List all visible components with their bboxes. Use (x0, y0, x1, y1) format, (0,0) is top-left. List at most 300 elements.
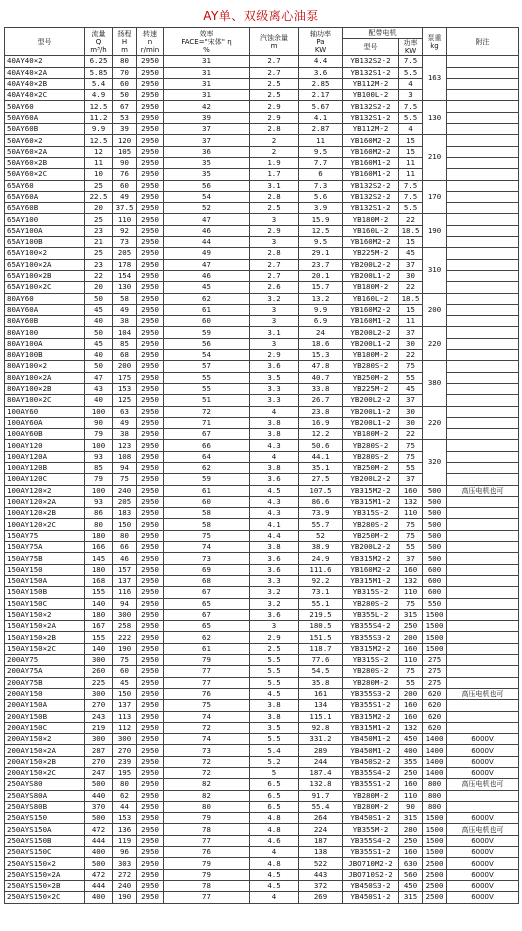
cell-remark (447, 124, 519, 135)
cell-motor-power: 7.5 (399, 191, 423, 202)
cell-flow: 166 (85, 542, 113, 553)
cell-npsh: 3 (250, 338, 299, 349)
cell-model: 80AY60B (5, 316, 85, 327)
cell-flow: 140 (85, 643, 113, 654)
cell-weight: 2500 (423, 892, 447, 903)
cell-speed: 2950 (137, 598, 164, 609)
cell-remark (447, 304, 519, 315)
cell-efficiency: 62 (164, 632, 250, 643)
cell-shaft-power: 44.1 (299, 451, 343, 462)
cell-speed: 2950 (137, 440, 164, 451)
cell-model: 65AY100×2 (5, 248, 85, 259)
cell-motor-power: 132 (399, 722, 423, 733)
table-row (5, 248, 519, 259)
cell-npsh: 3.8 (250, 417, 299, 428)
header-head-unit: m (121, 45, 128, 54)
cell-efficiency: 66 (164, 440, 250, 451)
cell-model: 200AY150×2A (5, 745, 85, 756)
cell-remark: 6000V (447, 892, 519, 903)
cell-remark (447, 801, 519, 812)
cell-npsh: 4.6 (250, 835, 299, 846)
cell-speed: 2950 (137, 485, 164, 496)
cell-remark (447, 101, 519, 112)
cell-efficiency: 61 (164, 304, 250, 315)
table-row (5, 530, 519, 541)
cell-shaft-power: 187.4 (299, 768, 343, 779)
cell-weight: 800 (423, 790, 447, 801)
cell-head: 195 (113, 768, 137, 779)
cell-motor-power: 55 (399, 677, 423, 688)
cell-efficiency: 56 (164, 338, 250, 349)
cell-motor-power: 18.5 (399, 225, 423, 236)
cell-model: 200AY150×2B (5, 756, 85, 767)
cell-speed: 2950 (137, 350, 164, 361)
cell-motor-power: 15 (399, 237, 423, 248)
cell-npsh: 5 (250, 768, 299, 779)
table-row (5, 801, 519, 812)
header-flow-symbol: Q (95, 37, 102, 46)
cell-shaft-power: 77.6 (299, 655, 343, 666)
table-row (5, 327, 519, 338)
cell-remark (447, 214, 519, 225)
cell-motor-model: YB160L-2 (343, 293, 399, 304)
cell-weight: 800 (423, 779, 447, 790)
cell-model: 80AY100×2C (5, 395, 85, 406)
cell-flow: 145 (85, 553, 113, 564)
cell-remark (447, 700, 519, 711)
cell-motor-model: YB315M2-2 (343, 485, 399, 496)
cell-speed: 2950 (137, 316, 164, 327)
cell-motor-model: YB315S-2 (343, 655, 399, 666)
header-eff-unit: % (203, 45, 210, 54)
cell-model: 50AY60 (5, 101, 85, 112)
cell-shaft-power: 132.8 (299, 779, 343, 790)
cell-weight: 1500 (423, 621, 447, 632)
cell-motor-model: YB280M-2 (343, 790, 399, 801)
cell-efficiency: 67 (164, 587, 250, 598)
cell-shaft-power: 16.9 (299, 417, 343, 428)
cell-speed: 2950 (137, 779, 164, 790)
cell-motor-power: 3 (399, 90, 423, 101)
cell-efficiency: 39 (164, 112, 250, 123)
cell-motor-model: YB315M2-2 (343, 711, 399, 722)
cell-motor-model: YB250M-2 (343, 530, 399, 541)
cell-head: 80 (113, 530, 137, 541)
cell-efficiency: 59 (164, 327, 250, 338)
cell-weight: 620 (423, 711, 447, 722)
cell-flow: 50 (85, 361, 113, 372)
cell-flow: 11 (85, 157, 113, 168)
header-shaft-power (299, 28, 343, 56)
cell-weight: 2500 (423, 858, 447, 869)
cell-efficiency: 72 (164, 756, 250, 767)
cell-speed: 2950 (137, 112, 164, 123)
cell-head: 38 (113, 316, 137, 327)
cell-motor-model: YB355L-2 (343, 609, 399, 620)
cell-head: 150 (113, 688, 137, 699)
cell-flow: 25 (85, 214, 113, 225)
cell-head: 60 (113, 180, 137, 191)
cell-npsh: 3.6 (250, 474, 299, 485)
cell-shaft-power: 47.8 (299, 361, 343, 372)
cell-shaft-power: 224 (299, 824, 343, 835)
header-npsh-name: 汽蚀余量 (260, 33, 288, 42)
cell-speed: 2950 (137, 824, 164, 835)
cell-flow: 180 (85, 609, 113, 620)
cell-speed: 2950 (137, 462, 164, 473)
cell-model: 100AY120×2C (5, 519, 85, 530)
cell-head: 39 (113, 124, 137, 135)
cell-speed: 2950 (137, 169, 164, 180)
header-head-symbol: H (121, 37, 128, 46)
table-row (5, 768, 519, 779)
cell-efficiency: 61 (164, 485, 250, 496)
cell-shaft-power: 24 (299, 327, 343, 338)
cell-model: 150AY150×2 (5, 609, 85, 620)
cell-efficiency: 71 (164, 417, 250, 428)
table-row (5, 496, 519, 507)
cell-motor-model: YB450S1-2 (343, 892, 399, 903)
cell-flow: 219 (85, 722, 113, 733)
cell-shaft-power: 27.5 (299, 474, 343, 485)
cell-speed: 2950 (137, 361, 164, 372)
cell-head: 303 (113, 858, 137, 869)
cell-motor-power: 18.5 (399, 293, 423, 304)
cell-flow: 247 (85, 768, 113, 779)
cell-head: 104 (113, 327, 137, 338)
cell-motor-model: YB280S-2 (343, 440, 399, 451)
cell-motor-power: 30 (399, 270, 423, 281)
cell-model: 250AYS150×2C (5, 892, 85, 903)
cell-motor-model: YB450S2-2 (343, 756, 399, 767)
cell-efficiency: 31 (164, 56, 250, 67)
cell-flow: 100 (85, 440, 113, 451)
cell-motor-power: 630 (399, 858, 423, 869)
cell-motor-power: 45 (399, 383, 423, 394)
cell-head: 116 (113, 587, 137, 598)
cell-head: 270 (113, 745, 137, 756)
cell-speed: 2950 (137, 768, 164, 779)
cell-flow: 444 (85, 835, 113, 846)
cell-weight: 1400 (423, 745, 447, 756)
cell-speed: 2950 (137, 869, 164, 880)
cell-shaft-power: 180.5 (299, 621, 343, 632)
cell-motor-power: 160 (399, 485, 423, 496)
cell-speed: 2950 (137, 157, 164, 168)
cell-remark (447, 451, 519, 462)
cell-npsh: 3.1 (250, 180, 299, 191)
table-row (5, 790, 519, 801)
cell-npsh: 2.8 (250, 191, 299, 202)
cell-model: 100AY120B (5, 462, 85, 473)
cell-flow: 50 (85, 327, 113, 338)
cell-weight: 2500 (423, 880, 447, 891)
cell-efficiency: 74 (164, 542, 250, 553)
cell-motor-power: 280 (399, 824, 423, 835)
cell-npsh: 2.7 (250, 270, 299, 281)
cell-weight: 1500 (423, 824, 447, 835)
cell-shaft-power: 26.7 (299, 395, 343, 406)
cell-npsh: 3.8 (250, 462, 299, 473)
cell-npsh: 2.7 (250, 259, 299, 270)
cell-flow: 93 (85, 451, 113, 462)
cell-npsh: 5.5 (250, 734, 299, 745)
cell-shaft-power: 2.87 (299, 124, 343, 135)
cell-motor-model: YB315M2-2 (343, 643, 399, 654)
cell-head: 50 (113, 90, 137, 101)
cell-motor-model: YB200L1-2 (343, 270, 399, 281)
cell-remark (447, 666, 519, 677)
cell-flow: 79 (85, 474, 113, 485)
cell-efficiency: 54 (164, 350, 250, 361)
cell-weight: 220 (423, 327, 447, 361)
cell-weight: 163 (423, 56, 447, 101)
cell-npsh: 3 (250, 214, 299, 225)
cell-remark (447, 553, 519, 564)
cell-motor-model: YB315M2-2 (343, 553, 399, 564)
cell-npsh: 4.3 (250, 508, 299, 519)
cell-motor-power: 22 (399, 350, 423, 361)
cell-model: 50AY60A (5, 112, 85, 123)
cell-flow: 500 (85, 779, 113, 790)
cell-npsh: 3 (250, 304, 299, 315)
cell-motor-model: YB200L2-2 (343, 474, 399, 485)
cell-flow: 287 (85, 745, 113, 756)
cell-head: 110 (113, 214, 137, 225)
cell-remark (447, 632, 519, 643)
table-row (5, 677, 519, 688)
cell-motor-power: 11 (399, 169, 423, 180)
table-row (5, 101, 519, 112)
cell-npsh: 3.6 (250, 553, 299, 564)
cell-weight: 500 (423, 542, 447, 553)
cell-motor-model: YB200L2-2 (343, 395, 399, 406)
cell-motor-model: YB160M1-2 (343, 316, 399, 327)
header-motor-model: 型号 (343, 39, 399, 56)
table-row (5, 711, 519, 722)
cell-motor-model: YB450S1-2 (343, 813, 399, 824)
cell-head: 67 (113, 101, 137, 112)
cell-efficiency: 79 (164, 869, 250, 880)
cell-shaft-power: 6 (299, 169, 343, 180)
cell-weight: 320 (423, 440, 447, 485)
cell-motor-model: YB200L2-2 (343, 259, 399, 270)
cell-flow: 90 (85, 417, 113, 428)
cell-remark (447, 564, 519, 575)
cell-npsh: 3.2 (250, 293, 299, 304)
cell-head: 49 (113, 304, 137, 315)
cell-npsh: 2.8 (250, 248, 299, 259)
cell-speed: 2950 (137, 813, 164, 824)
cell-speed: 2950 (137, 395, 164, 406)
cell-model: 250AYS150×2A (5, 869, 85, 880)
cell-efficiency: 62 (164, 293, 250, 304)
cell-speed: 2950 (137, 304, 164, 315)
cell-model: 150AY75B (5, 553, 85, 564)
cell-shaft-power: 12.2 (299, 429, 343, 440)
cell-head: 112 (113, 722, 137, 733)
cell-efficiency: 31 (164, 78, 250, 89)
cell-efficiency: 47 (164, 259, 250, 270)
cell-motor-power: 200 (399, 688, 423, 699)
cell-shaft-power: 23.8 (299, 406, 343, 417)
cell-remark (447, 790, 519, 801)
cell-motor-power: 7.5 (399, 101, 423, 112)
cell-npsh: 3.3 (250, 383, 299, 394)
cell-model: 65AY60 (5, 180, 85, 191)
cell-shaft-power: 29.1 (299, 248, 343, 259)
cell-model: 65AY60A (5, 191, 85, 202)
cell-model: 250AYS150B (5, 835, 85, 846)
table-row (5, 847, 519, 858)
cell-efficiency: 31 (164, 67, 250, 78)
cell-speed: 2950 (137, 372, 164, 383)
cell-flow: 22.5 (85, 191, 113, 202)
cell-efficiency: 65 (164, 598, 250, 609)
cell-remark (447, 395, 519, 406)
cell-shaft-power: 115.1 (299, 711, 343, 722)
cell-weight: 1500 (423, 847, 447, 858)
cell-speed: 2950 (137, 383, 164, 394)
cell-shaft-power: 33.8 (299, 383, 343, 394)
cell-motor-power: 315 (399, 813, 423, 824)
cell-speed: 2950 (137, 237, 164, 248)
table-row (5, 508, 519, 519)
table-row (5, 56, 519, 67)
cell-efficiency: 58 (164, 519, 250, 530)
table-row (5, 824, 519, 835)
cell-model: 150AY150×2C (5, 643, 85, 654)
cell-model: 150AY150C (5, 598, 85, 609)
cell-efficiency: 60 (164, 316, 250, 327)
cell-weight: 1500 (423, 609, 447, 620)
cell-speed: 2950 (137, 575, 164, 586)
cell-motor-model: YB132S1-2 (343, 203, 399, 214)
cell-npsh: 4.8 (250, 824, 299, 835)
cell-efficiency: 77 (164, 892, 250, 903)
cell-flow: 86 (85, 508, 113, 519)
cell-flow: 12.5 (85, 135, 113, 146)
cell-speed: 2950 (137, 745, 164, 756)
cell-shaft-power: 55.4 (299, 801, 343, 812)
cell-speed: 2950 (137, 180, 164, 191)
cell-motor-model: YB200L2-2 (343, 542, 399, 553)
cell-model: 200AY75B (5, 677, 85, 688)
cell-speed: 2950 (137, 146, 164, 157)
cell-remark (447, 711, 519, 722)
table-row (5, 621, 519, 632)
cell-motor-power: 250 (399, 768, 423, 779)
cell-speed: 2950 (137, 248, 164, 259)
cell-motor-model: YB280S-2 (343, 666, 399, 677)
cell-efficiency: 42 (164, 101, 250, 112)
cell-head: 300 (113, 609, 137, 620)
cell-model: 250AYS80 (5, 779, 85, 790)
cell-shaft-power: 86.6 (299, 496, 343, 507)
cell-speed: 2950 (137, 338, 164, 349)
cell-npsh: 2.5 (250, 643, 299, 654)
table-row (5, 688, 519, 699)
header-speed-unit: r/min (140, 45, 160, 54)
cell-npsh: 4.8 (250, 858, 299, 869)
header-flow (85, 28, 113, 56)
cell-motor-model: YB160M2-2 (343, 146, 399, 157)
cell-shaft-power: 91.7 (299, 790, 343, 801)
cell-weight: 200 (423, 293, 447, 327)
cell-npsh: 6.5 (250, 801, 299, 812)
cell-head: 157 (113, 564, 137, 575)
header-npsh (250, 28, 299, 56)
cell-model: 65AY100B (5, 237, 85, 248)
cell-remark (447, 575, 519, 586)
cell-remark (447, 56, 519, 67)
cell-shaft-power: 35.8 (299, 677, 343, 688)
cell-efficiency: 62 (164, 462, 250, 473)
cell-npsh: 1.9 (250, 157, 299, 168)
cell-remark: 高压电机也可 (447, 485, 519, 496)
cell-model: 200AY75A (5, 666, 85, 677)
cell-shaft-power: 40.7 (299, 372, 343, 383)
cell-remark (447, 722, 519, 733)
cell-shaft-power: 118.7 (299, 643, 343, 654)
cell-model: 65AY100 (5, 214, 85, 225)
cell-shaft-power: 23.7 (299, 259, 343, 270)
table-row (5, 655, 519, 666)
cell-motor-model: YB160L-2 (343, 225, 399, 236)
cell-model: 40AY40×2B (5, 78, 85, 89)
header-head-name: 扬程 (117, 29, 132, 38)
cell-shaft-power: 372 (299, 880, 343, 891)
cell-npsh: 4 (250, 892, 299, 903)
cell-head: 70 (113, 67, 137, 78)
table-body (5, 56, 519, 903)
cell-efficiency: 64 (164, 451, 250, 462)
table-row (5, 858, 519, 869)
cell-model: 50AY60×2A (5, 146, 85, 157)
cell-flow: 85 (85, 462, 113, 473)
cell-motor-power: 90 (399, 801, 423, 812)
cell-shaft-power: 13.2 (299, 293, 343, 304)
cell-speed: 2950 (137, 259, 164, 270)
cell-weight: 130 (423, 101, 447, 135)
cell-npsh: 2 (250, 146, 299, 157)
cell-head: 113 (113, 711, 137, 722)
cell-model: 250AYS150×2B (5, 880, 85, 891)
cell-efficiency: 58 (164, 508, 250, 519)
cell-remark (447, 417, 519, 428)
cell-flow: 6.25 (85, 56, 113, 67)
cell-npsh: 3.1 (250, 327, 299, 338)
cell-weight: 500 (423, 508, 447, 519)
cell-remark (447, 587, 519, 598)
cell-speed: 2950 (137, 417, 164, 428)
cell-speed: 2950 (137, 451, 164, 462)
table-row (5, 892, 519, 903)
cell-speed: 2950 (137, 67, 164, 78)
cell-speed: 2950 (137, 666, 164, 677)
header-remark: 附注 (447, 28, 519, 56)
cell-motor-power: 15 (399, 135, 423, 146)
cell-motor-power: 110 (399, 790, 423, 801)
header-weight-unit: kg (430, 41, 439, 50)
table-row (5, 869, 519, 880)
cell-motor-power: 450 (399, 880, 423, 891)
cell-efficiency: 46 (164, 225, 250, 236)
cell-remark (447, 282, 519, 293)
cell-speed: 2950 (137, 293, 164, 304)
cell-model: 65AY100×2A (5, 259, 85, 270)
cell-npsh: 4.8 (250, 813, 299, 824)
